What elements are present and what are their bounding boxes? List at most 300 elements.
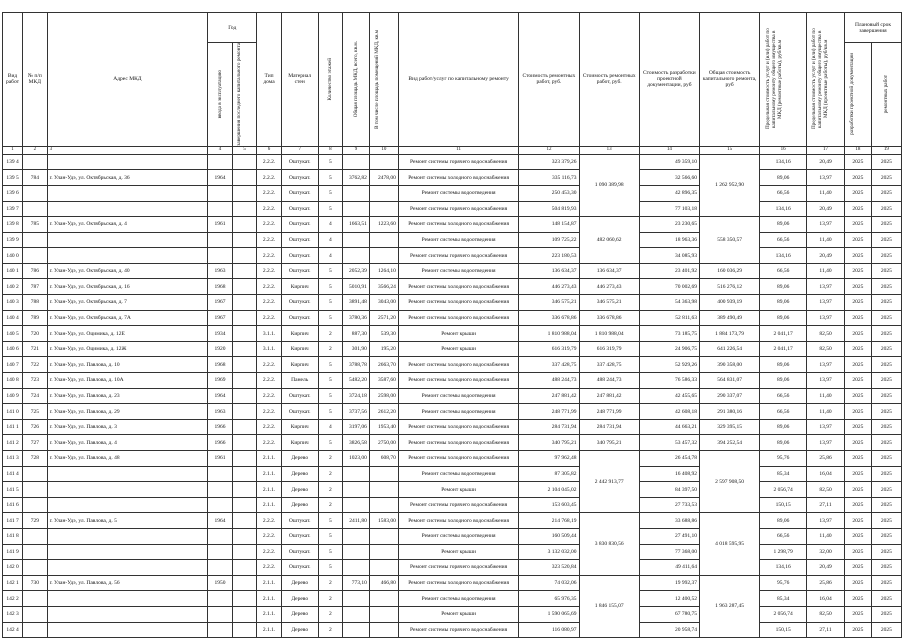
wall-material-cell: Дерево [281, 606, 318, 622]
building-number-cell [23, 201, 48, 217]
commission-year-cell [208, 591, 233, 607]
address-cell [47, 622, 208, 638]
building-number-cell: 723 [23, 373, 48, 389]
commission-year-cell: 1920 [208, 341, 233, 357]
repair-cost-cell: 116 080,97 [519, 622, 579, 638]
table-row [3, 263, 902, 279]
repair-cost-cell: 340 795,21 [519, 435, 579, 451]
last-repair-cell [232, 248, 257, 264]
design-cost-cell: 24 906,75 [639, 341, 699, 357]
house-type-cell: 2.1.1. [257, 591, 282, 607]
limit-repair-cell: 66,56 [760, 232, 807, 248]
limit-repair-cell: 89,06 [760, 310, 807, 326]
wall-material-cell: Оштукат. [281, 232, 318, 248]
last-repair-cell [232, 232, 257, 248]
table-row [3, 326, 902, 342]
plan-repair-year-cell: 2025 [871, 217, 901, 233]
plan-design-year-cell: 2025 [844, 575, 871, 591]
premises-area-cell: 2612,20 [369, 404, 398, 420]
address-cell [47, 544, 208, 560]
house-type-cell: 2.1.1. [257, 497, 282, 513]
floors-cell: 2 [318, 575, 343, 591]
plan-repair-year-cell: 2025 [871, 528, 901, 544]
house-type-cell: 2.2.2. [257, 388, 282, 404]
building-number-cell [23, 528, 48, 544]
address-cell: г. Улан-Удэ, ул. Оцимика, д. 12Е [47, 326, 208, 342]
repair-cost-cell: 337 428,75 [519, 357, 579, 373]
plan-design-year-cell: 2025 [844, 404, 871, 420]
floors-cell: 5 [318, 185, 343, 201]
header-work-kind: Вид работ/услуг по капитальному ремонту [398, 13, 518, 147]
work-type-cell: 140 1 [3, 263, 23, 279]
total-area-cell [343, 591, 370, 607]
building-number-cell: 720 [23, 326, 48, 342]
limit-design-cell: 13,97 [807, 373, 845, 389]
work-kind-cell: Ремонт крыши [398, 341, 518, 357]
design-cost-cell: 54 363,98 [639, 295, 699, 311]
limit-repair-cell: 150,15 [760, 622, 807, 638]
work-type-cell: 141 2 [3, 435, 23, 451]
col-number: 12 [519, 146, 579, 154]
floors-cell: 5 [318, 544, 343, 560]
floors-cell: 5 [318, 373, 343, 389]
address-cell [47, 482, 208, 498]
house-type-cell: 2.2.2. [257, 154, 282, 170]
work-kind-cell: Ремонт системы горячего водоснабжения [398, 497, 518, 513]
limit-repair-cell: 89,06 [760, 435, 807, 451]
house-type-cell: 2.1.1. [257, 482, 282, 498]
design-cost-cell: 42 608,18 [639, 404, 699, 420]
header-repair-cost: Стоимость ремонтных работ, руб. [519, 13, 579, 147]
plan-design-year-cell: 2025 [844, 170, 871, 186]
floors-cell: 4 [318, 217, 343, 233]
design-cost-cell: 73 185,75 [639, 326, 699, 342]
house-type-cell: 2.2.2. [257, 435, 282, 451]
floors-cell: 4 [318, 232, 343, 248]
col-number: 1 [3, 146, 23, 154]
design-cost-cell: 16 408,92 [639, 466, 699, 482]
wall-material-cell: Кирпич [281, 357, 318, 373]
house-type-cell: 2.1.1. [257, 466, 282, 482]
commission-year-cell: 1969 [208, 373, 233, 389]
premises-area-cell: 608,70 [369, 451, 398, 467]
floors-cell: 4 [318, 419, 343, 435]
wall-material-cell: Оштукат. [281, 295, 318, 311]
last-repair-cell [232, 170, 257, 186]
plan-repair-year-cell: 2025 [871, 341, 901, 357]
header-address: Адрес МКД [47, 13, 208, 147]
work-type-cell: 140 8 [3, 373, 23, 389]
plan-design-year-cell: 2025 [844, 232, 871, 248]
table-row [3, 435, 902, 451]
design-cost-cell: 67 780,75 [639, 606, 699, 622]
total-area-cell [343, 528, 370, 544]
table-row [3, 341, 902, 357]
total-area-cell: 1023,00 [343, 451, 370, 467]
premises-area-cell: 2571,20 [369, 310, 398, 326]
limit-repair-cell: 66,56 [760, 528, 807, 544]
header-design-cost: Стоимость разработки проектной документации, руб [639, 13, 699, 147]
work-kind-cell: Ремонт системы горячего водоснабжения [398, 622, 518, 638]
table-row [3, 482, 902, 498]
address-cell: г. Улан-Удэ, ул. Павлова, д. 3 [47, 419, 208, 435]
repair-cost-cell: 109 725,22 [519, 232, 579, 248]
total-area-cell [343, 185, 370, 201]
wall-material-cell: Кирпич [281, 279, 318, 295]
plan-design-year-cell: 2025 [844, 357, 871, 373]
total-area-cell: 5482,20 [343, 373, 370, 389]
limit-design-cell: 82,50 [807, 482, 845, 498]
building-number-cell [23, 185, 48, 201]
design-cost-cell: 76 586,33 [639, 373, 699, 389]
commission-year-cell: 1966 [208, 419, 233, 435]
limit-repair-cell: 85,34 [760, 591, 807, 607]
total-area-cell [343, 606, 370, 622]
premises-area-cell: 2750,00 [369, 435, 398, 451]
table-row [3, 232, 902, 248]
last-repair-cell [232, 482, 257, 498]
plan-design-year-cell: 2025 [844, 326, 871, 342]
premises-area-cell: 3043,00 [369, 295, 398, 311]
table-row [3, 201, 902, 217]
commission-year-cell: 1934 [208, 326, 233, 342]
last-repair-cell [232, 341, 257, 357]
limit-design-cell: 16,04 [807, 591, 845, 607]
wall-material-cell: Оштукат. [281, 388, 318, 404]
plan-repair-year-cell: 2025 [871, 482, 901, 498]
limit-design-cell: 82,50 [807, 606, 845, 622]
total-area-cell: 3197,06 [343, 419, 370, 435]
repair-cost-total-cell: 2 442 913,77 [579, 451, 639, 513]
header-commission-year: ввода в эксплуатацию [208, 43, 233, 147]
total-cost-cell: 1 963 287,45 [699, 575, 759, 637]
address-cell: г. Улан-Удэ, ул. Октябрьская, д. 36 [47, 170, 208, 186]
col-number: 6 [257, 146, 282, 154]
table-row [3, 217, 902, 233]
last-repair-cell [232, 295, 257, 311]
house-type-cell: 2.2.2. [257, 357, 282, 373]
work-type-cell: 141 7 [3, 513, 23, 529]
commission-year-cell: 1950 [208, 575, 233, 591]
plan-repair-year-cell: 2025 [871, 388, 901, 404]
address-cell: г. Улан-Удэ, ул. Павлова, д. 5 [47, 513, 208, 529]
premises-area-cell: 1223,60 [369, 217, 398, 233]
work-type-cell: 140 6 [3, 341, 23, 357]
total-area-cell [343, 232, 370, 248]
address-cell: г. Улан-Удэ, ул. Павлова, д. 29 [47, 404, 208, 420]
repair-cost-total-cell: 446 273,43 [579, 279, 639, 295]
commission-year-cell [208, 201, 233, 217]
building-number-cell: 728 [23, 451, 48, 467]
address-cell: г. Улан-Удэ, ул. Октябрьская, д. 40 [47, 263, 208, 279]
limit-repair-cell: 89,06 [760, 217, 807, 233]
floors-cell: 5 [318, 404, 343, 420]
col-number: 19 [871, 146, 901, 154]
work-type-cell: 142 0 [3, 560, 23, 576]
work-kind-cell: Ремонт системы холодного водоснабжения [398, 310, 518, 326]
house-type-cell: 2.2.2. [257, 513, 282, 529]
floors-cell: 2 [318, 466, 343, 482]
limit-design-cell: 13,97 [807, 295, 845, 311]
col-number: 8 [318, 146, 343, 154]
total-area-cell [343, 201, 370, 217]
table-row [3, 575, 902, 591]
work-kind-cell: Ремонт системы горячего водоснабжения [398, 201, 518, 217]
work-kind-cell: Ремонт системы водоотведения [398, 528, 518, 544]
table-row [3, 357, 902, 373]
plan-design-year-cell: 2025 [844, 154, 871, 170]
plan-repair-year-cell: 2025 [871, 201, 901, 217]
total-cost-cell: 1 884 173,79 [699, 326, 759, 342]
address-cell: г. Улан-Удэ, ул. Павлова, д. 10 [47, 357, 208, 373]
building-number-cell [23, 232, 48, 248]
work-type-cell: 140 9 [3, 388, 23, 404]
total-area-cell: 1663,51 [343, 217, 370, 233]
house-type-cell: 2.2.2. [257, 295, 282, 311]
wall-material-cell: Оштукат. [281, 513, 318, 529]
floors-cell: 2 [318, 497, 343, 513]
floors-cell: 5 [318, 154, 343, 170]
total-area-cell [343, 466, 370, 482]
wall-material-cell: Дерево [281, 591, 318, 607]
floors-cell: 5 [318, 528, 343, 544]
work-type-cell: 140 7 [3, 357, 23, 373]
design-cost-cell: 27 491,10 [639, 528, 699, 544]
work-kind-cell: Ремонт системы водоотведения [398, 388, 518, 404]
design-cost-cell: 77 103,18 [639, 201, 699, 217]
design-cost-cell: 49 359,10 [639, 154, 699, 170]
work-kind-cell: Ремонт системы горячего водоснабжения [398, 154, 518, 170]
wall-material-cell: Дерево [281, 482, 318, 498]
header-premises-area: В том числе площадь помещений МКД, кв.м [369, 13, 398, 147]
plan-repair-year-cell: 2025 [871, 513, 901, 529]
limit-repair-cell: 89,06 [760, 513, 807, 529]
total-area-cell: 2411,80 [343, 513, 370, 529]
repair-cost-cell: 446 273,43 [519, 279, 579, 295]
plan-repair-year-cell: 2025 [871, 154, 901, 170]
building-number-cell [23, 466, 48, 482]
design-cost-cell: 33 688,86 [639, 513, 699, 529]
limit-repair-cell: 134,16 [760, 154, 807, 170]
plan-repair-year-cell: 2025 [871, 451, 901, 467]
last-repair-cell [232, 357, 257, 373]
house-type-cell: 2.2.2. [257, 310, 282, 326]
plan-design-year-cell: 2025 [844, 217, 871, 233]
work-kind-cell: Ремонт системы горячего водоснабжения [398, 560, 518, 576]
work-type-cell: 142 2 [3, 591, 23, 607]
repair-cost-cell: 2 104 045,02 [519, 482, 579, 498]
limit-design-cell: 11,40 [807, 232, 845, 248]
wall-material-cell: Дерево [281, 497, 318, 513]
wall-material-cell: Оштукат. [281, 528, 318, 544]
repair-cost-total-cell: 284 731,94 [579, 419, 639, 435]
limit-repair-cell: 89,06 [760, 279, 807, 295]
limit-design-cell: 13,97 [807, 357, 845, 373]
plan-repair-year-cell: 2025 [871, 575, 901, 591]
work-type-cell: 140 2 [3, 279, 23, 295]
limit-repair-cell: 134,16 [760, 248, 807, 264]
floors-cell: 5 [318, 513, 343, 529]
floors-cell: 5 [318, 170, 343, 186]
column-number-row [3, 146, 902, 154]
wall-material-cell: Оштукат. [281, 310, 318, 326]
house-type-cell: 2.2.2. [257, 248, 282, 264]
repair-cost-total-cell: 1 810 988,04 [579, 326, 639, 342]
limit-repair-cell: 95,76 [760, 451, 807, 467]
total-area-cell [343, 497, 370, 513]
table-row [3, 185, 902, 201]
total-cost-cell: 641 226,54 [699, 341, 759, 357]
limit-design-cell: 11,40 [807, 185, 845, 201]
design-cost-cell: 27 733,53 [639, 497, 699, 513]
table-row [3, 591, 902, 607]
work-kind-cell: Ремонт системы холодного водоснабжения [398, 170, 518, 186]
table-row [3, 388, 902, 404]
col-number: 17 [807, 146, 845, 154]
work-kind-cell: Ремонт системы водоотведения [398, 466, 518, 482]
commission-year-cell: 1961 [208, 451, 233, 467]
total-cost-cell: 558 350,57 [699, 217, 759, 264]
wall-material-cell: Панель [281, 373, 318, 389]
plan-design-year-cell: 2025 [844, 513, 871, 529]
limit-design-cell: 20,49 [807, 201, 845, 217]
table-row [3, 451, 902, 467]
floors-cell: 2 [318, 591, 343, 607]
limit-repair-cell: 89,06 [760, 295, 807, 311]
total-area-cell [343, 560, 370, 576]
work-kind-cell: Ремонт системы водоотведения [398, 185, 518, 201]
last-repair-cell [232, 466, 257, 482]
wall-material-cell: Кирпич [281, 435, 318, 451]
total-area-cell: 3762,82 [343, 170, 370, 186]
work-kind-cell: Ремонт крыши [398, 482, 518, 498]
repair-cost-cell: 247 881,42 [519, 388, 579, 404]
work-type-cell: 140 0 [3, 248, 23, 264]
plan-repair-year-cell: 2025 [871, 248, 901, 264]
repair-cost-cell: 136 634,37 [519, 263, 579, 279]
plan-design-year-cell: 2025 [844, 435, 871, 451]
col-number: 9 [343, 146, 370, 154]
commission-year-cell [208, 622, 233, 638]
building-number-cell: 730 [23, 575, 48, 591]
limit-design-cell: 13,97 [807, 310, 845, 326]
floors-cell: 2 [318, 341, 343, 357]
building-number-cell: 787 [23, 279, 48, 295]
commission-year-cell [208, 560, 233, 576]
table-row [3, 373, 902, 389]
plan-repair-year-cell: 2025 [871, 310, 901, 326]
commission-year-cell [208, 528, 233, 544]
work-type-cell: 139 4 [3, 154, 23, 170]
commission-year-cell [208, 544, 233, 560]
total-cost-cell: 291 380,16 [699, 404, 759, 420]
commission-year-cell [208, 248, 233, 264]
repair-cost-total-cell: 1 846 155,07 [579, 575, 639, 637]
commission-year-cell [208, 606, 233, 622]
plan-design-year-cell: 2025 [844, 419, 871, 435]
last-repair-cell [232, 217, 257, 233]
plan-design-year-cell: 2025 [844, 544, 871, 560]
design-cost-cell: 23 230,65 [639, 217, 699, 233]
repair-cost-cell: 248 771,99 [519, 404, 579, 420]
work-type-cell: 142 3 [3, 606, 23, 622]
address-cell [47, 232, 208, 248]
limit-design-cell: 20,49 [807, 560, 845, 576]
col-number: 7 [281, 146, 318, 154]
address-cell [47, 560, 208, 576]
address-cell [47, 528, 208, 544]
commission-year-cell [208, 497, 233, 513]
limit-design-cell: 13,97 [807, 217, 845, 233]
table-row [3, 419, 902, 435]
limit-repair-cell: 2 056,74 [760, 606, 807, 622]
floors-cell: 4 [318, 248, 343, 264]
work-kind-cell: Ремонт системы горячего водоснабжения [398, 248, 518, 264]
premises-area-cell [369, 248, 398, 264]
work-kind-cell: Ремонт системы холодного водоснабжения [398, 357, 518, 373]
wall-material-cell: Дерево [281, 622, 318, 638]
plan-design-year-cell: 2025 [844, 466, 871, 482]
plan-repair-year-cell: 2025 [871, 466, 901, 482]
premises-area-cell: 1264,10 [369, 263, 398, 279]
last-repair-cell [232, 435, 257, 451]
address-cell: г. Улан-Удэ, ул. Павлова, д. 4 [47, 435, 208, 451]
work-kind-cell: Ремонт системы холодного водоснабжения [398, 373, 518, 389]
limit-repair-cell: 95,76 [760, 575, 807, 591]
plan-design-year-cell: 2025 [844, 528, 871, 544]
work-kind-cell: Ремонт крыши [398, 544, 518, 560]
plan-repair-year-cell: 2025 [871, 419, 901, 435]
plan-repair-year-cell: 2025 [871, 560, 901, 576]
premises-area-cell [369, 232, 398, 248]
design-cost-cell: 49 411,64 [639, 560, 699, 576]
premises-area-cell: 539,30 [369, 326, 398, 342]
repair-cost-total-cell: 336 678,86 [579, 310, 639, 326]
wall-material-cell: Оштукат. [281, 170, 318, 186]
limit-design-cell: 11,40 [807, 388, 845, 404]
limit-repair-cell: 66,56 [760, 388, 807, 404]
repair-cost-cell: 153 603,45 [519, 497, 579, 513]
plan-repair-year-cell: 2025 [871, 185, 901, 201]
commission-year-cell: 1964 [208, 170, 233, 186]
premises-area-cell [369, 154, 398, 170]
last-repair-cell [232, 419, 257, 435]
repair-cost-total-cell: 482 060,62 [579, 217, 639, 264]
limit-design-cell: 20,49 [807, 248, 845, 264]
repair-cost-cell: 223 180,53 [519, 248, 579, 264]
work-type-cell: 139 5 [3, 170, 23, 186]
repair-cost-total-cell: 248 771,99 [579, 404, 639, 420]
capital-repair-table [2, 12, 902, 638]
last-repair-cell [232, 388, 257, 404]
building-number-cell [23, 248, 48, 264]
building-number-cell: 721 [23, 341, 48, 357]
plan-repair-year-cell: 2025 [871, 373, 901, 389]
premises-area-cell: 3587,60 [369, 373, 398, 389]
last-repair-cell [232, 575, 257, 591]
work-type-cell: 140 5 [3, 326, 23, 342]
house-type-cell: 2.2.2. [257, 201, 282, 217]
floors-cell: 2 [318, 606, 343, 622]
total-area-cell [343, 154, 370, 170]
header-floors: Количество этажей [318, 13, 343, 147]
floors-cell: 5 [318, 263, 343, 279]
total-cost-cell: 564 831,07 [699, 373, 759, 389]
design-cost-cell: 53 457,32 [639, 435, 699, 451]
building-number-cell: 784 [23, 170, 48, 186]
address-cell [47, 248, 208, 264]
design-cost-cell: 18 963,36 [639, 232, 699, 248]
